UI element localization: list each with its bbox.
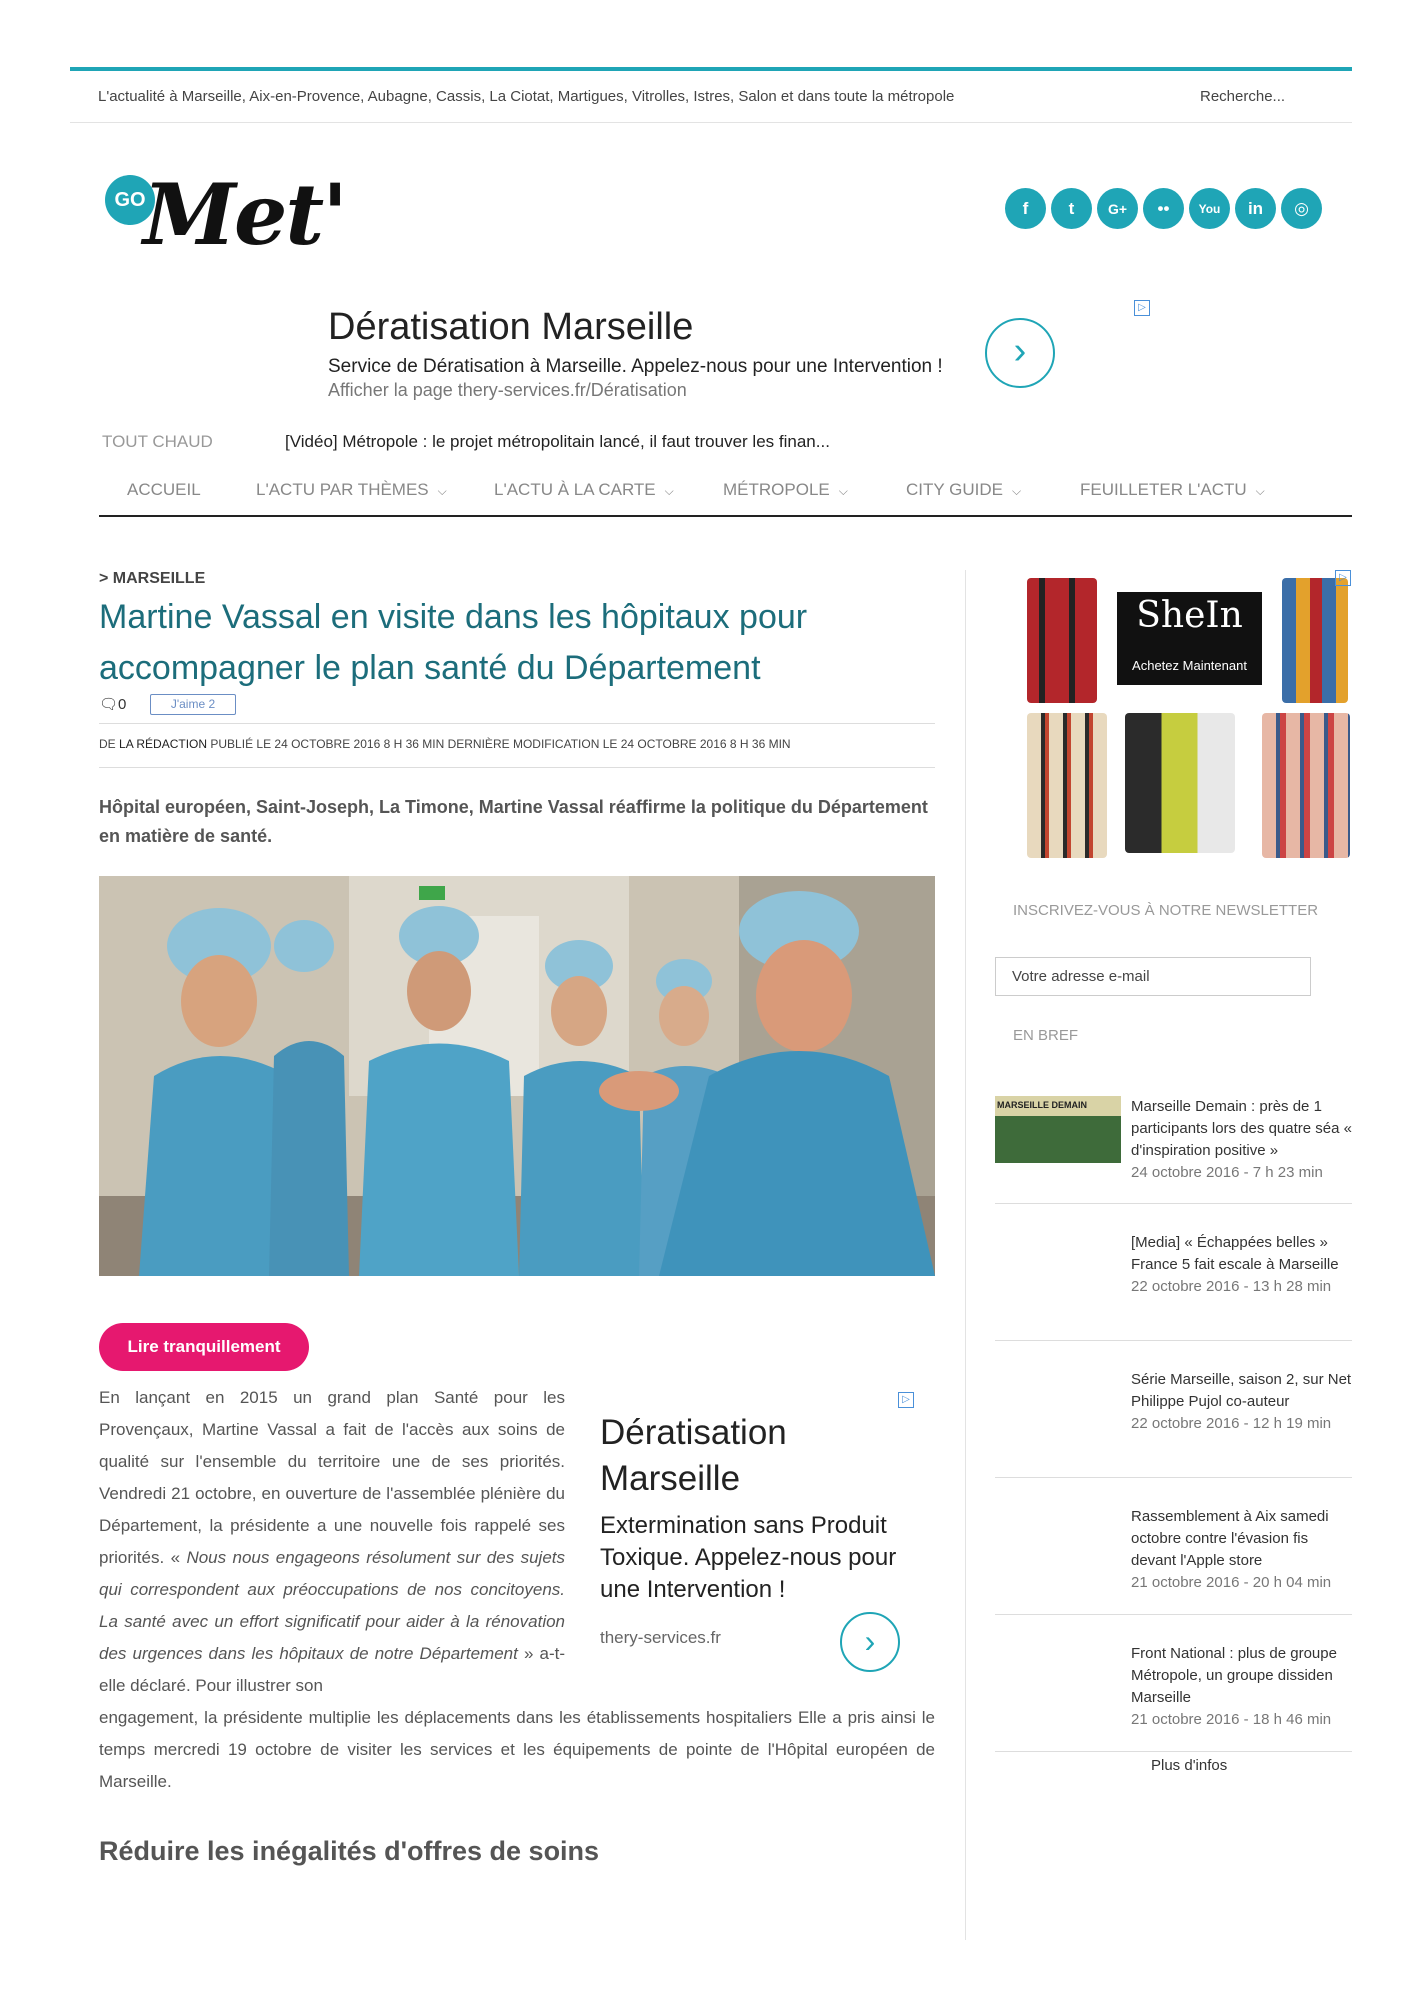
chevron-down-icon: ⌵	[1255, 484, 1265, 498]
brief-title: Front National : plus de groupe Métropole, un groupe dissiden Marseille	[1131, 1645, 1337, 1706]
top-bar	[70, 71, 1352, 123]
adchoices-icon[interactable]: ▷	[1134, 300, 1150, 316]
nav-item-accueil[interactable]: ACCUEIL	[127, 480, 201, 499]
youtube-icon[interactable]: You	[1189, 188, 1230, 229]
top-ad[interactable]	[328, 300, 1148, 410]
ad-description: Extermination sans Produit Toxique. Appelez-nous pour une Intervention !	[600, 1512, 897, 1603]
logo-text: Met'	[143, 165, 346, 264]
breadcrumb[interactable]: > MARSEILLE	[99, 570, 206, 587]
shein-logo: SheIn Achetez Maintenant	[1117, 592, 1262, 685]
brief-date: 24 octobre 2016 - 7 h 23 min	[1131, 1164, 1323, 1181]
facebook-icon[interactable]: f	[1005, 188, 1046, 229]
publish-dates: PUBLIÉ LE 24 OCTOBRE 2016 8 H 36 MIN DERNIÈRE MODIFICATION LE 24 OCTOBRE 2016 8 H 36 MIN	[207, 737, 791, 751]
chevron-down-icon: ⌵	[1011, 484, 1022, 498]
brief-title: Série Marseille, saison 2, sur Net Philippe Pujol co-auteur	[1131, 1371, 1352, 1410]
section-heading: Réduire les inégalités d'offres de soins	[99, 1836, 600, 1866]
brief-date: 22 octobre 2016 - 12 h 19 min	[1131, 1415, 1332, 1432]
brief-item[interactable]	[995, 1643, 1352, 1752]
product-image	[1125, 713, 1235, 853]
twitter-icon[interactable]: t	[1051, 188, 1092, 229]
ad-title: Dératisation Marseille	[328, 306, 694, 348]
read-mode-button[interactable]: Lire tranquillement	[99, 1323, 309, 1371]
brief-title: [Media] « Échappées belles » France 5 fait escale à Marseille	[1131, 1234, 1339, 1273]
brief-item[interactable]	[995, 1506, 1352, 1615]
chevron-right-icon[interactable]: ›	[985, 318, 1055, 388]
newsletter-label: INSCRIVEZ-VOUS À NOTRE NEWSLETTER	[1013, 902, 1319, 919]
comment-count[interactable]: 🗨0	[99, 696, 127, 713]
author-link[interactable]: LA RÉDACTION	[119, 737, 208, 751]
adchoices-icon[interactable]: ▷	[1335, 570, 1351, 586]
article-paragraph: En lançant en 2015 un grand plan Santé pour les Provençaux, Martine Vassal a fait de l'accès aux soins de qualité sur l'ensemble du territoire une de ses priorités. Vendredi 21 octobre, en ouverture de l'assemblée plénière du Département, la présidente a une nouvelle fois rappelé ses priorités. « Nous nous engageons résolument sur des sujets qui correspondent aux préoccupations de nos concitoyens. La santé avec un effort significatif pour aider à la rénovation des urgences dans les hôpitaux de notre Département » a-t-elle déclaré. Pour illustrer son	[99, 1388, 565, 1695]
brief-title: Rassemblement à Aix samedi octobre contre l'évasion fis devant l'Apple store	[1131, 1508, 1329, 1569]
search-input[interactable]: Recherche...	[1200, 88, 1286, 105]
ad-title: Dératisation Marseille	[600, 1413, 787, 1498]
column-divider	[965, 570, 966, 1940]
brief-item[interactable]	[995, 1096, 1352, 1204]
social-links	[1005, 188, 1322, 229]
brief-thumbnail: MARSEILLE DEMAIN	[995, 1096, 1121, 1163]
brief-date: 21 octobre 2016 - 18 h 46 min	[1131, 1711, 1332, 1728]
article-photo	[99, 876, 935, 1276]
ad-description: Service de Dératisation à Marseille. Appelez-nous pour une Intervention !	[328, 356, 943, 377]
ad-url: thery-services.fr	[600, 1628, 721, 1647]
brief-date: 22 octobre 2016 - 13 h 28 min	[1131, 1278, 1332, 1295]
byline: DE LA RÉDACTION PUBLIÉ LE 24 OCTOBRE 2016 8 H 36 MIN DERNIÈRE MODIFICATION LE 24 OCTOBRE 2016 8 H 36 MIN	[99, 723, 935, 768]
article-paragraph-cont: engagement, la présidente multiplie les déplacements dans les établissements hospitaliers Elle a pris ainsi le temps mercredi 19 octobre de visiter les services et les équipements de pointe de l'Hôpital européen de Marseille.	[99, 1708, 935, 1791]
brief-item[interactable]	[995, 1232, 1352, 1341]
article-title: Martine Vassal en visite dans les hôpitaux pour accompagner le plan santé du Département	[99, 598, 808, 687]
chevron-down-icon: ⌵	[664, 484, 674, 498]
comment-icon: 🗨	[99, 696, 119, 713]
site-tagline: L'actualité à Marseille, Aix-en-Provence, Aubagne, Cassis, La Ciotat, Martigues, Vitrolles, Istres, Salon et dans toute la métropole	[98, 88, 955, 105]
linkedin-icon[interactable]: in	[1235, 188, 1276, 229]
brief-title: Marseille Demain : près de 1 participants lors des quatre séa « d'inspiration positive »	[1131, 1098, 1352, 1159]
chevron-down-icon: ⌵	[437, 484, 447, 498]
main-nav	[99, 470, 1352, 517]
email-field[interactable]: Votre adresse e-mail	[995, 957, 1311, 996]
photo-illustration	[99, 876, 935, 1276]
adchoices-icon[interactable]: ▷	[898, 1392, 914, 1408]
ticker-link[interactable]: [Vidéo] Métropole : le projet métropolitain lancé, il faut trouver les finan...	[285, 432, 830, 451]
google-plus-icon[interactable]: G+	[1097, 188, 1138, 229]
instagram-icon[interactable]: ◎	[1281, 188, 1322, 229]
nav-item-themes[interactable]: L'ACTU PAR THÈMES ⌵	[256, 480, 447, 499]
inline-ad[interactable]	[600, 1390, 920, 1690]
nav-item-metropole[interactable]: MÉTROPOLE ⌵	[723, 480, 848, 499]
like-button[interactable]: J'aime 2	[150, 694, 236, 715]
logo-circle: GO	[105, 175, 155, 225]
ad-url: Afficher la page thery-services.fr/Dératisation	[328, 380, 687, 400]
nav-item-feuilleter[interactable]: FEUILLETER L'ACTU ⌵	[1080, 480, 1265, 499]
brief-date: 21 octobre 2016 - 20 h 04 min	[1131, 1574, 1332, 1591]
ticker-label: TOUT CHAUD	[102, 432, 213, 451]
chevron-right-icon[interactable]: ›	[840, 1612, 900, 1672]
product-image	[1027, 713, 1107, 858]
article-lead: Hôpital européen, Saint-Joseph, La Timone, Martine Vassal réaffirme la politique du Département en matière de santé.	[99, 797, 928, 846]
flickr-icon[interactable]: ••	[1143, 188, 1184, 229]
shein-ad[interactable]	[1020, 570, 1352, 870]
product-image	[1262, 713, 1350, 858]
nav-item-city-guide[interactable]: CITY GUIDE ⌵	[906, 480, 1022, 499]
product-image	[1027, 578, 1097, 703]
brief-label: EN BREF	[1013, 1027, 1079, 1044]
brief-item[interactable]	[995, 1369, 1352, 1478]
chevron-down-icon: ⌵	[838, 484, 848, 498]
product-image	[1282, 578, 1348, 703]
nav-item-carte[interactable]: L'ACTU À LA CARTE ⌵	[494, 480, 674, 499]
more-news-link[interactable]: Plus d'infos	[1151, 1757, 1228, 1774]
site-logo[interactable]	[105, 165, 346, 275]
